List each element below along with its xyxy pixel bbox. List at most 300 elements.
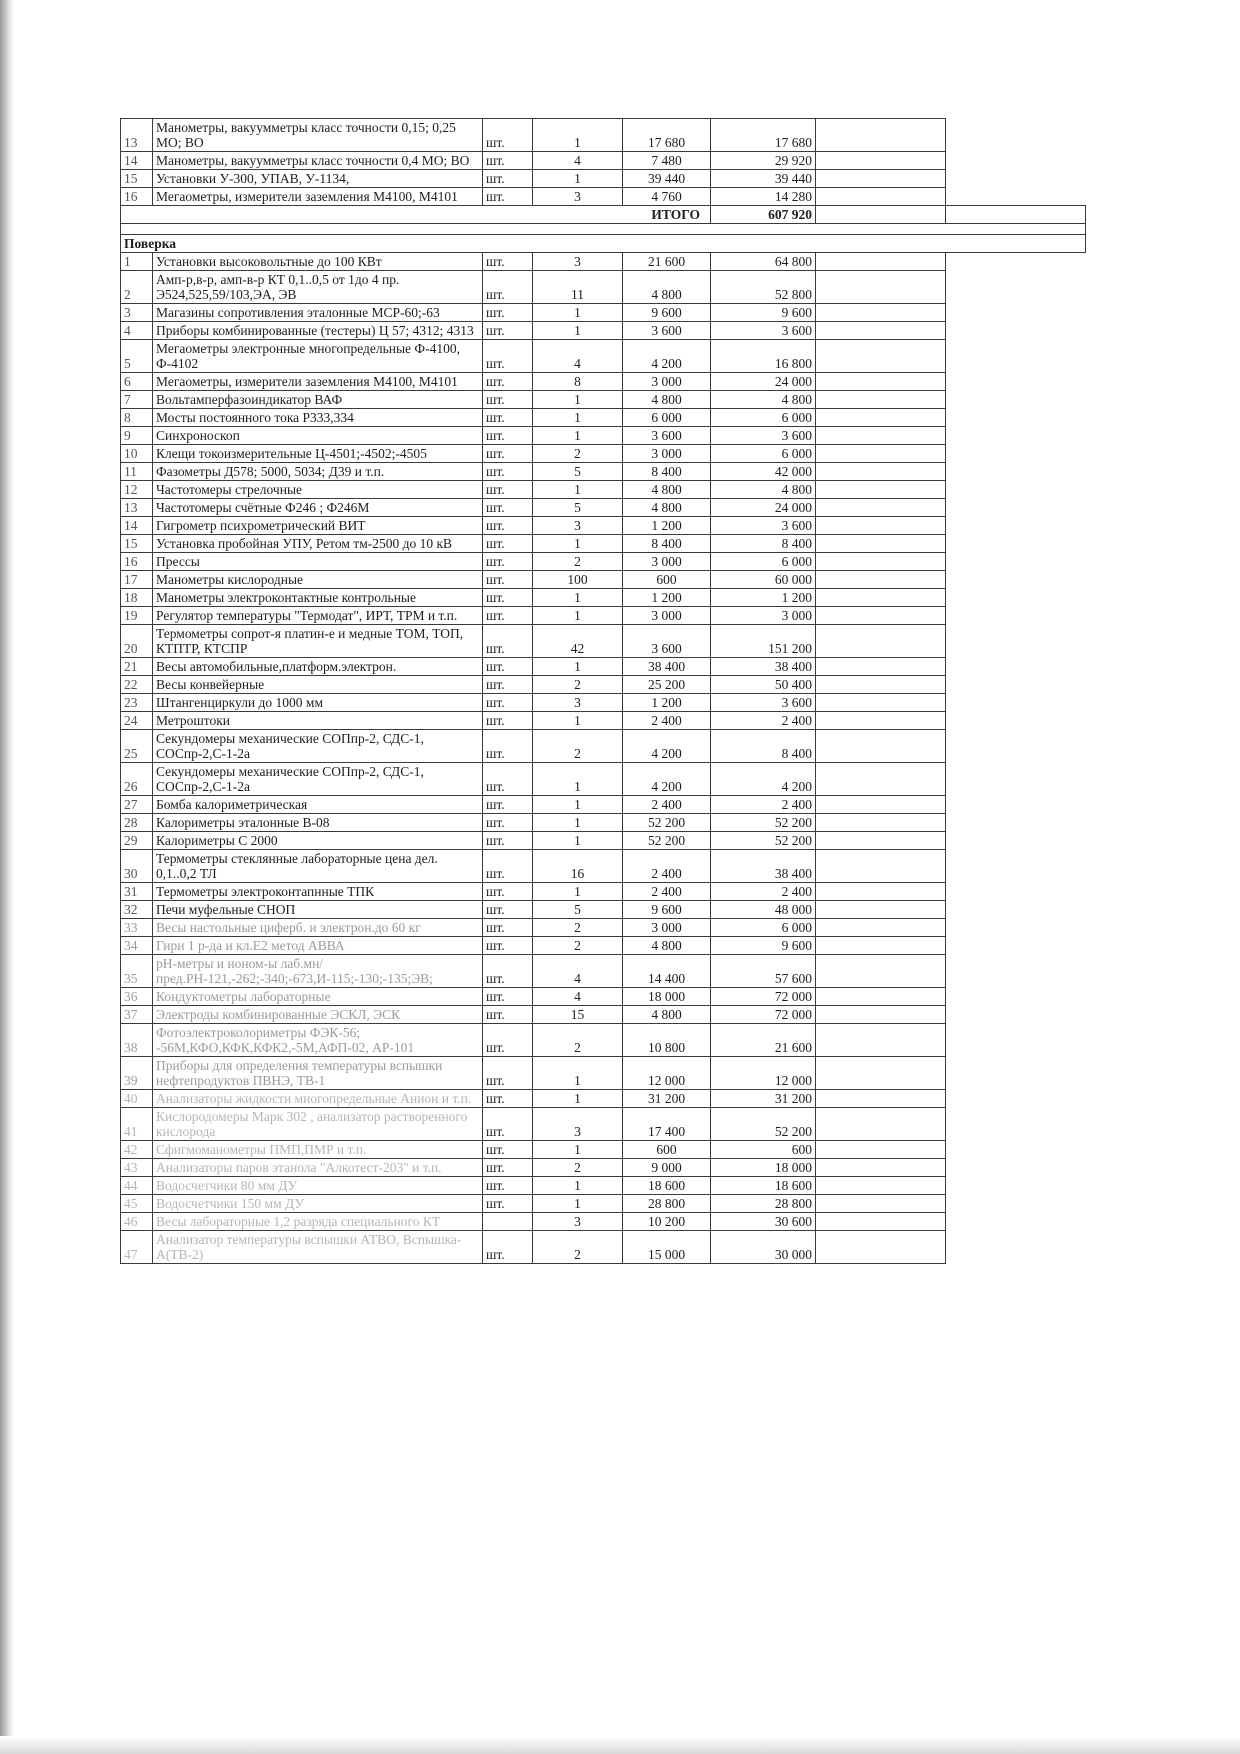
table-row xyxy=(121,796,1086,814)
item-name: Анализатор температуры вспышки АТВО, Вспышка-А(ТВ-2) xyxy=(153,1231,483,1264)
quantity: 1 xyxy=(533,712,623,730)
empty-margin-cell xyxy=(946,694,1086,712)
unit-price: 3 000 xyxy=(623,445,711,463)
quantity: 1 xyxy=(533,427,623,445)
total-sum: 38 400 xyxy=(711,850,816,883)
table-row xyxy=(121,535,1086,553)
total-sum: 3 000 xyxy=(711,607,816,625)
total-sum: 42 000 xyxy=(711,463,816,481)
table-row xyxy=(121,1057,1086,1090)
quantity: 1 xyxy=(533,1090,623,1108)
empty-cell xyxy=(816,119,946,152)
unit: шт. xyxy=(483,1141,533,1159)
table-row xyxy=(121,373,1086,391)
row-number: 36 xyxy=(121,988,153,1006)
row-number: 14 xyxy=(121,517,153,535)
empty-margin-cell xyxy=(946,919,1086,937)
empty-cell xyxy=(816,481,946,499)
unit: шт. xyxy=(483,499,533,517)
unit: шт. xyxy=(483,152,533,170)
total-sum: 64 800 xyxy=(711,253,816,271)
table-row xyxy=(121,901,1086,919)
unit: шт. xyxy=(483,883,533,901)
total-sum: 52 800 xyxy=(711,271,816,304)
total-body xyxy=(121,206,1086,253)
item-name: Гири 1 р-да и кл.Е2 метод АВВА xyxy=(153,937,483,955)
row-number: 29 xyxy=(121,832,153,850)
quantity: 1 xyxy=(533,1141,623,1159)
empty-margin-cell xyxy=(946,391,1086,409)
total-sum: 18 600 xyxy=(711,1177,816,1195)
empty-cell xyxy=(816,1024,946,1057)
item-name: Водосчетчики 80 мм ДУ xyxy=(153,1177,483,1195)
item-name: Метроштоки xyxy=(153,712,483,730)
quantity: 1 xyxy=(533,796,623,814)
price-table-container xyxy=(120,118,1085,1264)
unit-price: 1 200 xyxy=(623,589,711,607)
table-row xyxy=(121,304,1086,322)
unit-price: 10 800 xyxy=(623,1024,711,1057)
empty-cell xyxy=(816,1090,946,1108)
table-row xyxy=(121,712,1086,730)
table-row xyxy=(121,589,1086,607)
row-number: 31 xyxy=(121,883,153,901)
table-row xyxy=(121,188,1086,206)
empty-margin-cell xyxy=(946,535,1086,553)
empty-cell xyxy=(816,883,946,901)
total-sum: 9 600 xyxy=(711,304,816,322)
quantity: 2 xyxy=(533,1024,623,1057)
unit-price: 17 400 xyxy=(623,1108,711,1141)
row-number: 34 xyxy=(121,937,153,955)
table-row xyxy=(121,553,1086,571)
item-name: Фазометры Д578; 5000, 5034; Д39 и т.п. xyxy=(153,463,483,481)
quantity: 1 xyxy=(533,1177,623,1195)
unit: шт. xyxy=(483,589,533,607)
row-number: 9 xyxy=(121,427,153,445)
unit: шт. xyxy=(483,1108,533,1141)
unit: шт. xyxy=(483,1006,533,1024)
quantity: 4 xyxy=(533,340,623,373)
table-row xyxy=(121,340,1086,373)
row-number: 16 xyxy=(121,553,153,571)
row-number: 14 xyxy=(121,152,153,170)
total-sum: 4 200 xyxy=(711,763,816,796)
total-sum: 21 600 xyxy=(711,1024,816,1057)
total-label: ИТОГО xyxy=(121,206,711,224)
total-sum: 2 400 xyxy=(711,712,816,730)
empty-cell xyxy=(816,1231,946,1264)
item-name: Амп-р,в-р, амп-в-р КТ 0,1..0,5 от 1до 4 пр. Э524,525,59/103,ЭА, ЭВ xyxy=(153,271,483,304)
total-sum: 600 xyxy=(711,1141,816,1159)
row-number: 30 xyxy=(121,850,153,883)
table-row xyxy=(121,607,1086,625)
unit-price: 3 000 xyxy=(623,919,711,937)
row-number: 20 xyxy=(121,625,153,658)
row-number: 13 xyxy=(121,499,153,517)
empty-margin-cell xyxy=(946,730,1086,763)
unit-price: 52 200 xyxy=(623,814,711,832)
row-number: 41 xyxy=(121,1108,153,1141)
quantity: 11 xyxy=(533,271,623,304)
unit: шт. xyxy=(483,445,533,463)
total-sum: 8 400 xyxy=(711,730,816,763)
table-row xyxy=(121,1141,1086,1159)
unit: шт. xyxy=(483,1057,533,1090)
total-sum: 48 000 xyxy=(711,901,816,919)
item-name: Бомба калориметрическая xyxy=(153,796,483,814)
row-number: 2 xyxy=(121,271,153,304)
item-name: Регулятор температуры "Термодат", ИРТ, ТРМ и т.п. xyxy=(153,607,483,625)
item-name: Частотомеры стрелочные xyxy=(153,481,483,499)
total-sum: 38 400 xyxy=(711,658,816,676)
item-name: Термометры электроконтапнные ТПК xyxy=(153,883,483,901)
unit: шт. xyxy=(483,850,533,883)
empty-cell xyxy=(816,170,946,188)
unit-price: 52 200 xyxy=(623,832,711,850)
total-row xyxy=(121,206,1086,224)
table-row xyxy=(121,571,1086,589)
empty-cell xyxy=(816,322,946,340)
total-sum: 14 280 xyxy=(711,188,816,206)
unit-price: 12 000 xyxy=(623,1057,711,1090)
total-sum: 50 400 xyxy=(711,676,816,694)
empty-cell xyxy=(816,409,946,427)
empty-margin-cell xyxy=(946,1177,1086,1195)
total-sum: 9 600 xyxy=(711,937,816,955)
quantity: 3 xyxy=(533,1213,623,1231)
item-name: Весы настольные циферб. и электрон.до 60 кг xyxy=(153,919,483,937)
item-name: Калориметры С 2000 xyxy=(153,832,483,850)
unit-price: 4 800 xyxy=(623,481,711,499)
quantity: 1 xyxy=(533,1057,623,1090)
item-name: Секундомеры механические СОПпр-2, СДС-1, СОСпр-2,С-1-2а xyxy=(153,730,483,763)
empty-margin-cell xyxy=(946,1108,1086,1141)
empty-margin-cell xyxy=(946,1141,1086,1159)
unit-price: 2 400 xyxy=(623,796,711,814)
empty-cell xyxy=(816,1159,946,1177)
quantity: 5 xyxy=(533,463,623,481)
unit: шт. xyxy=(483,832,533,850)
row-number: 33 xyxy=(121,919,153,937)
item-name: Синхроноскоп xyxy=(153,427,483,445)
row-number: 45 xyxy=(121,1195,153,1213)
empty-margin-cell xyxy=(946,1006,1086,1024)
empty-margin-cell xyxy=(946,955,1086,988)
unit-price: 3 000 xyxy=(623,553,711,571)
empty-margin-cell xyxy=(946,625,1086,658)
table-row xyxy=(121,409,1086,427)
row-number: 26 xyxy=(121,763,153,796)
unit: шт. xyxy=(483,694,533,712)
table-row xyxy=(121,832,1086,850)
total-sum: 39 440 xyxy=(711,170,816,188)
total-sum: 6 000 xyxy=(711,445,816,463)
total-sum: 6 000 xyxy=(711,553,816,571)
empty-cell xyxy=(816,607,946,625)
item-name: Сфигмоманометры ПМП,ПМР и т.п. xyxy=(153,1141,483,1159)
empty-cell xyxy=(816,463,946,481)
total-sum: 17 680 xyxy=(711,119,816,152)
row-number: 42 xyxy=(121,1141,153,1159)
row-number: 21 xyxy=(121,658,153,676)
table-row xyxy=(121,391,1086,409)
section-row xyxy=(121,235,1086,253)
table-row xyxy=(121,170,1086,188)
row-number: 10 xyxy=(121,445,153,463)
quantity: 42 xyxy=(533,625,623,658)
quantity: 1 xyxy=(533,170,623,188)
empty-cell xyxy=(816,730,946,763)
empty-cell xyxy=(816,1108,946,1141)
unit: шт. xyxy=(483,188,533,206)
empty-cell xyxy=(816,1057,946,1090)
unit: шт. xyxy=(483,625,533,658)
row-number: 25 xyxy=(121,730,153,763)
empty-cell xyxy=(816,391,946,409)
empty-margin-cell xyxy=(946,340,1086,373)
quantity: 15 xyxy=(533,1006,623,1024)
quantity: 5 xyxy=(533,499,623,517)
unit xyxy=(483,1213,533,1231)
row-number: 40 xyxy=(121,1090,153,1108)
item-name: Штангенциркули до 1000 мм xyxy=(153,694,483,712)
table-row xyxy=(121,271,1086,304)
empty-cell xyxy=(816,589,946,607)
empty-cell xyxy=(816,373,946,391)
empty-margin-cell xyxy=(946,1024,1086,1057)
row-number: 28 xyxy=(121,814,153,832)
item-name: Прессы xyxy=(153,553,483,571)
item-name: Анализаторы жидкости многопредельные Анион и т.п. xyxy=(153,1090,483,1108)
empty-cell xyxy=(816,1006,946,1024)
row-number: 46 xyxy=(121,1213,153,1231)
empty-margin-cell xyxy=(946,188,1086,206)
unit: шт. xyxy=(483,517,533,535)
item-name: Секундомеры механические СОПпр-2, СДС-1, СОСпр-2,С-1-2а xyxy=(153,763,483,796)
empty-cell xyxy=(816,712,946,730)
item-name: Установка пробойная УПУ, Ретом тм-2500 до 10 кВ xyxy=(153,535,483,553)
unit-price: 2 400 xyxy=(623,883,711,901)
quantity: 2 xyxy=(533,937,623,955)
row-number: 16 xyxy=(121,188,153,206)
total-sum: 3 600 xyxy=(711,427,816,445)
row-number: 27 xyxy=(121,796,153,814)
total-sum: 52 200 xyxy=(711,1108,816,1141)
table-row xyxy=(121,152,1086,170)
total-sum: 57 600 xyxy=(711,955,816,988)
empty-margin-cell xyxy=(946,589,1086,607)
unit-price: 3 000 xyxy=(623,373,711,391)
empty-margin-cell xyxy=(946,517,1086,535)
empty-margin-cell xyxy=(946,1231,1086,1264)
quantity: 1 xyxy=(533,607,623,625)
quantity: 1 xyxy=(533,1195,623,1213)
unit: шт. xyxy=(483,730,533,763)
unit-price: 18 600 xyxy=(623,1177,711,1195)
total-sum: 12 000 xyxy=(711,1057,816,1090)
empty-margin-cell xyxy=(946,832,1086,850)
empty-cell xyxy=(816,796,946,814)
table-row xyxy=(121,625,1086,658)
total-sum: 28 800 xyxy=(711,1195,816,1213)
total-sum: 24 000 xyxy=(711,373,816,391)
empty-cell xyxy=(816,535,946,553)
main-rows-body xyxy=(121,253,1086,1264)
table-row xyxy=(121,1159,1086,1177)
empty-margin-cell xyxy=(946,988,1086,1006)
unit: шт. xyxy=(483,373,533,391)
row-number: 13 xyxy=(121,119,153,152)
item-name: Манометры, вакуумметры класс точности 0,15; 0,25 МО; ВО xyxy=(153,119,483,152)
empty-margin-cell xyxy=(946,1159,1086,1177)
total-sum: 29 920 xyxy=(711,152,816,170)
total-sum: 31 200 xyxy=(711,1090,816,1108)
unit-price: 600 xyxy=(623,1141,711,1159)
quantity: 1 xyxy=(533,119,623,152)
empty-margin-cell xyxy=(946,814,1086,832)
empty-cell xyxy=(816,445,946,463)
unit-price: 600 xyxy=(623,571,711,589)
unit: шт. xyxy=(483,1177,533,1195)
unit: шт. xyxy=(483,463,533,481)
item-name: Манометры кислородные xyxy=(153,571,483,589)
unit-price: 2 400 xyxy=(623,850,711,883)
item-name: Частотомеры счётные Ф246 ; Ф246М xyxy=(153,499,483,517)
empty-margin-cell xyxy=(946,1090,1086,1108)
table-row xyxy=(121,463,1086,481)
table-row xyxy=(121,1090,1086,1108)
unit: шт. xyxy=(483,340,533,373)
unit: шт. xyxy=(483,1090,533,1108)
empty-cell xyxy=(816,832,946,850)
spacer-cell xyxy=(121,224,1086,235)
quantity: 1 xyxy=(533,322,623,340)
table-row xyxy=(121,322,1086,340)
unit-price: 17 680 xyxy=(623,119,711,152)
table-row xyxy=(121,1177,1086,1195)
quantity: 3 xyxy=(533,1108,623,1141)
row-number: 12 xyxy=(121,481,153,499)
empty-margin-cell xyxy=(946,1213,1086,1231)
total-sum: 72 000 xyxy=(711,988,816,1006)
table-row xyxy=(121,1024,1086,1057)
unit: шт. xyxy=(483,253,533,271)
total-sum: 1 200 xyxy=(711,589,816,607)
empty-cell xyxy=(816,188,946,206)
total-sum: 18 000 xyxy=(711,1159,816,1177)
total-sum: 4 800 xyxy=(711,391,816,409)
unit: шт. xyxy=(483,919,533,937)
scan-edge-shadow xyxy=(0,0,14,1754)
empty-cell xyxy=(816,271,946,304)
empty-margin-cell xyxy=(946,712,1086,730)
empty-margin-cell xyxy=(946,553,1086,571)
quantity: 4 xyxy=(533,152,623,170)
total-sum: 60 000 xyxy=(711,571,816,589)
unit: шт. xyxy=(483,658,533,676)
unit: шт. xyxy=(483,304,533,322)
empty-cell xyxy=(816,553,946,571)
quantity: 2 xyxy=(533,445,623,463)
item-name: Магазины сопротивления эталонные МСР-60;-63 xyxy=(153,304,483,322)
empty-margin-cell xyxy=(946,571,1086,589)
table-row xyxy=(121,937,1086,955)
total-sum: 72 000 xyxy=(711,1006,816,1024)
quantity: 2 xyxy=(533,730,623,763)
item-name: Мегаометры, измерители заземления М4100, М4101 xyxy=(153,373,483,391)
total-sum: 3 600 xyxy=(711,517,816,535)
empty-margin-cell xyxy=(946,119,1086,152)
unit: шт. xyxy=(483,763,533,796)
empty-margin-cell xyxy=(946,499,1086,517)
total-sum: 2 400 xyxy=(711,883,816,901)
unit-price: 1 200 xyxy=(623,517,711,535)
unit: шт. xyxy=(483,427,533,445)
empty-cell xyxy=(816,694,946,712)
unit-price: 4 800 xyxy=(623,1006,711,1024)
empty-cell xyxy=(816,1195,946,1213)
section-title: Поверка xyxy=(121,235,1086,253)
unit-price: 14 400 xyxy=(623,955,711,988)
row-number: 22 xyxy=(121,676,153,694)
empty-margin-cell xyxy=(946,1057,1086,1090)
unit-price: 4 200 xyxy=(623,340,711,373)
total-sum: 151 200 xyxy=(711,625,816,658)
empty-cell xyxy=(816,571,946,589)
total-sum: 30 000 xyxy=(711,1231,816,1264)
item-name: Вольтамперфазоиндикатор ВАФ xyxy=(153,391,483,409)
item-name: Термометры стеклянные лабораторные цена дел. 0,1..0,2 ТЛ xyxy=(153,850,483,883)
table-row xyxy=(121,253,1086,271)
total-extra-cell-2 xyxy=(946,206,1086,224)
empty-margin-cell xyxy=(946,170,1086,188)
unit-price: 4 800 xyxy=(623,499,711,517)
table-row xyxy=(121,119,1086,152)
empty-margin-cell xyxy=(946,445,1086,463)
table-row xyxy=(121,919,1086,937)
item-name: Фотоэлектроколориметры ФЭК-56; -56М,КФО,КФК,КФК2,-5М,АФП-02, АР-101 xyxy=(153,1024,483,1057)
item-name: Мосты постоянного тока Р333,334 xyxy=(153,409,483,427)
item-name: Мегаометры, измерители заземления М4100, М4101 xyxy=(153,188,483,206)
item-name: Приборы для определения температуры вспышки нефтепродуктов ПВНЭ, ТВ-1 xyxy=(153,1057,483,1090)
empty-margin-cell xyxy=(946,304,1086,322)
unit: шт. xyxy=(483,322,533,340)
quantity: 1 xyxy=(533,832,623,850)
table-row xyxy=(121,694,1086,712)
empty-cell xyxy=(816,814,946,832)
item-name: рН-метры и ионом-ы лаб.мн/пред.РН-121,-262;-340;-673,И-115;-130;-135;ЭВ; xyxy=(153,955,483,988)
empty-cell xyxy=(816,625,946,658)
total-extra-cell xyxy=(816,206,946,224)
row-number: 23 xyxy=(121,694,153,712)
empty-cell xyxy=(816,988,946,1006)
quantity: 1 xyxy=(533,481,623,499)
empty-margin-cell xyxy=(946,901,1086,919)
unit: шт. xyxy=(483,535,533,553)
table-row xyxy=(121,499,1086,517)
empty-margin-cell xyxy=(946,427,1086,445)
quantity: 2 xyxy=(533,1159,623,1177)
empty-margin-cell xyxy=(946,937,1086,955)
total-value: 607 920 xyxy=(711,206,816,224)
empty-margin-cell xyxy=(946,271,1086,304)
row-number: 43 xyxy=(121,1159,153,1177)
row-number: 24 xyxy=(121,712,153,730)
row-number: 4 xyxy=(121,322,153,340)
quantity: 4 xyxy=(533,988,623,1006)
unit-price: 4 200 xyxy=(623,730,711,763)
